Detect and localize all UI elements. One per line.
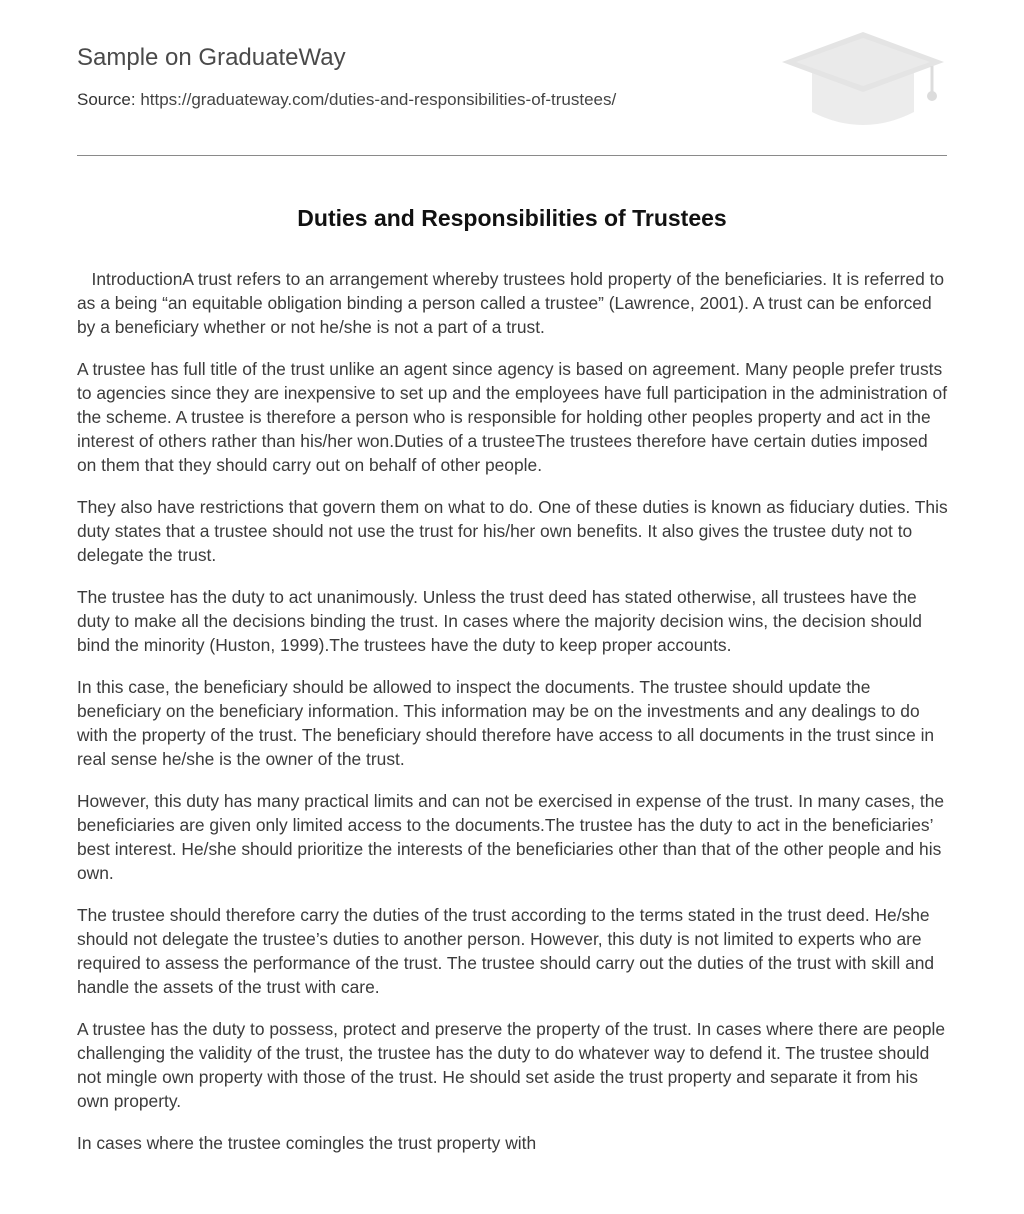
paragraph: However, this duty has many practical limits and can not be exercised in expense of the trust. In many cases, the beneficiaries are given only limited access to the documents.The trustee has the duty to act in the beneficiaries’ best interest. He/she should prioritize the interests of the beneficiaries other than that of the other people and his own. <box>77 791 945 883</box>
source-link[interactable]: https://graduateway.com/duties-and-responsibilities-of-trustees/ <box>140 90 617 109</box>
paragraph: In cases where the trustee comingles the trust property with <box>77 1133 537 1153</box>
paragraph: IntroductionA trust refers to an arrangement whereby trustees hold property of the beneficiaries. It is referred to as a being “an equitable obligation binding a person called a trustee” (Lawrence, 2001). A trust can be enforced by a beneficiary whether or not he/she is not a part of a trust. <box>77 269 949 337</box>
header-divider <box>77 155 947 156</box>
paragraph: A trustee has full title of the trust unlike an agent since agency is based on agreement. Many people prefer trusts to agencies since they are inexpensive to set up and the employees have full participation in the administration of the scheme. A trustee is therefore a person who is responsible for holding other peoples property and act in the interest of others rather than his/her won.Duties of a trusteeThe trustees therefore have certain duties imposed on them that they should carry out on behalf of other people. <box>77 359 948 475</box>
site-title: Sample on GraduateWay <box>77 44 346 71</box>
graduation-cap-icon <box>780 30 946 134</box>
paragraph: A trustee has the duty to possess, protect and preserve the property of the trust. In cases where there are people challenging the validity of the trust, the trustee has the duty to do whatever way to defend it. The trustee should not mingle own property with those of the trust. He should set aside the trust property and separate it from his own property. <box>77 1019 946 1111</box>
paragraph: In this case, the beneficiary should be allowed to inspect the documents. The trustee should update the beneficiary on the beneficiary information. This information may be on the investments and any dealings to do with the property of the trust. The beneficiary should therefore have access to all documents in the trust since in real sense he/she is the owner of the trust. <box>77 677 935 769</box>
document-body <box>77 267 949 1173</box>
source-line <box>77 90 616 110</box>
paragraph: The trustee has the duty to act unanimously. Unless the trust deed has stated otherwise, all trustees have the duty to make all the decisions binding the trust. In cases where the majority decision wins, the decision should bind the minority (Huston, 1999).The trustees have the duty to keep proper accounts. <box>77 587 922 655</box>
source-label: Source: <box>77 90 136 109</box>
paragraph: The trustee should therefore carry the duties of the trust according to the terms stated in the trust deed. He/she should not delegate the trustee’s duties to another person. However, this duty is not limited to experts who are required to assess the performance of the trust. The trustee should carry out the duties of the trust with skill and handle the assets of the trust with care. <box>77 905 935 997</box>
document-title: Duties and Responsibilities of Trustees <box>297 205 727 231</box>
page-header <box>77 0 947 156</box>
paragraph: They also have restrictions that govern them on what to do. One of these duties is known as fiduciary duties. This duty states that a trustee should not use the trust for his/her own benefits. It also gives the trustee duty not to delegate the trust. <box>77 497 948 565</box>
